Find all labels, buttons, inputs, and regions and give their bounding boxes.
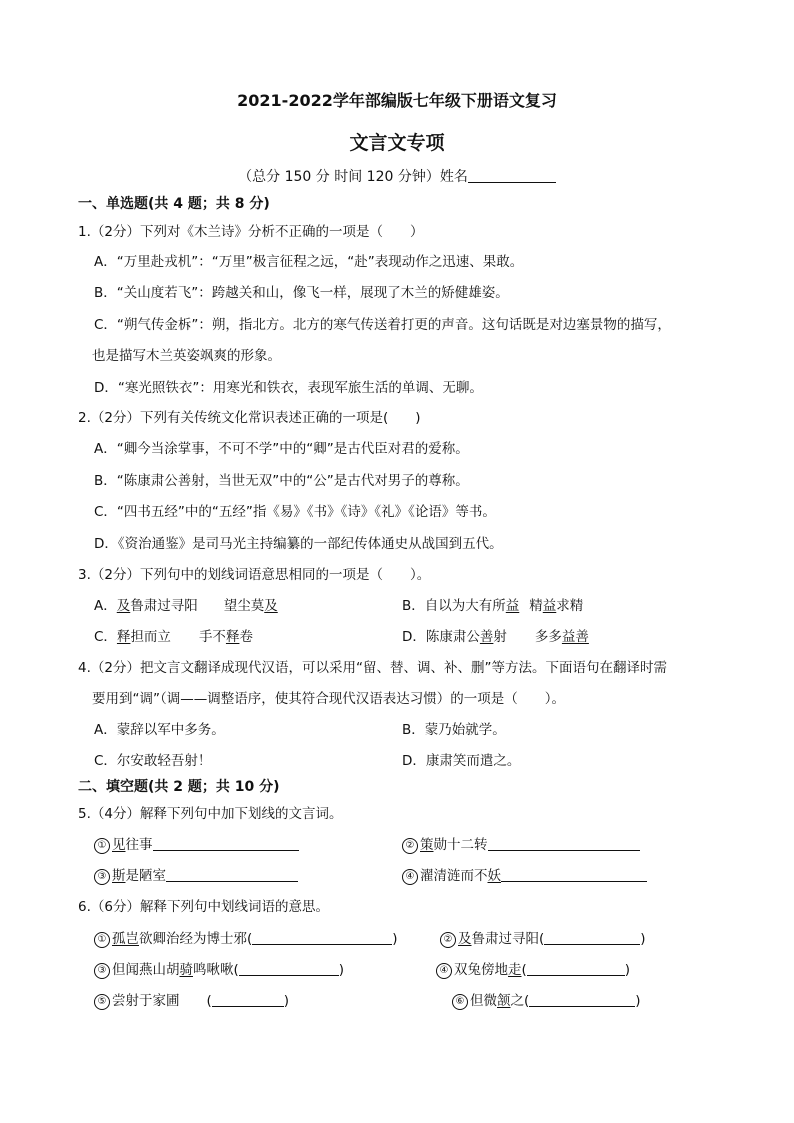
option-text: 射 xyxy=(493,629,507,645)
item-text: 鲁肃过寻阳( xyxy=(471,931,545,947)
underlined-word: 释 xyxy=(225,629,240,645)
item-text: 勋十二转 xyxy=(433,837,488,853)
question-3-option-a xyxy=(94,594,278,614)
question-5-item-1 xyxy=(94,833,299,854)
item-number: ① xyxy=(94,932,110,948)
question-1-option-c-cont: 也是描写木兰英姿飒爽的形象。 xyxy=(92,348,281,364)
question-2-option-a: A．“卿今当涂掌事，不可不学”中的“卿”是古代臣对君的爱称。 xyxy=(94,441,469,457)
question-4-option-b: B．蒙乃始就学。 xyxy=(402,722,506,738)
close-paren: ) xyxy=(640,931,646,947)
underlined-word: 及 xyxy=(264,598,278,614)
option-text: 多多 xyxy=(534,629,562,645)
question-6-item-4 xyxy=(436,958,630,979)
question-6-item-2 xyxy=(440,927,646,948)
underlined-word: 益善 xyxy=(561,629,589,645)
underlined-word: 斯 xyxy=(112,868,126,884)
question-6-item-3 xyxy=(94,958,344,979)
question-1-option-c: C．“朔气传金柝”：朔，指北方。北方的寒气传送着打更的声音。这句话既是对边塞景物的描写， xyxy=(94,317,671,333)
question-2-option-c: C．“四书五经”中的“五经”指《易》《书》《诗》《礼》《论语》等书。 xyxy=(94,504,496,520)
item-number: ① xyxy=(94,838,110,854)
underlined-word: 益 xyxy=(542,598,557,614)
option-text: 担而立 xyxy=(130,629,171,645)
question-3-option-d xyxy=(402,625,589,645)
question-6-item-5 xyxy=(94,989,289,1010)
underlined-word: 颔 xyxy=(497,993,511,1009)
question-2-option-b: B．“陈康肃公善射，当世无双”中的“公”是古代对男子的尊称。 xyxy=(94,473,469,489)
option-label: B． xyxy=(402,598,425,614)
question-3-option-c xyxy=(94,625,253,645)
option-label: C． xyxy=(94,629,117,645)
underlined-word: 释 xyxy=(116,629,131,645)
option-text: 求精 xyxy=(556,598,584,614)
item-number: ⑥ xyxy=(452,994,468,1010)
answer-blank[interactable] xyxy=(212,992,284,1007)
document-subtitle: 文言文专项 xyxy=(349,132,445,154)
answer-blank[interactable] xyxy=(544,930,640,945)
underlined-word: 骑 xyxy=(179,962,193,978)
item-number: ④ xyxy=(402,869,418,885)
close-paren: ) xyxy=(635,993,641,1009)
question-6-stem: 6.（6分）解释下列句中划线词语的意思。 xyxy=(78,899,329,915)
item-text: 往事 xyxy=(125,837,153,853)
close-paren: ) xyxy=(338,962,345,978)
question-5-item-4 xyxy=(402,864,647,885)
question-1-option-d: D．“寒光照铁衣”：用寒光和铁衣，表现军旅生活的单调、无聊。 xyxy=(94,380,483,396)
item-text: 濯清涟而不 xyxy=(420,868,488,884)
option-text: 望尘莫 xyxy=(223,598,265,614)
underlined-word: 善 xyxy=(479,629,494,645)
option-text: 陈康肃公 xyxy=(425,629,480,645)
item-number: ⑤ xyxy=(94,994,110,1010)
question-4-option-d: D．康肃笑而遣之。 xyxy=(402,753,521,769)
underlined-word: 岂 xyxy=(125,931,139,947)
question-1-option-a: A．“万里赴戎机”：“万里”极言征程之远，“赴”表现动作之迅速、果敢。 xyxy=(94,254,524,270)
item-text: 但闻燕山胡 xyxy=(112,962,180,978)
item-text: 是陋室 xyxy=(125,868,166,884)
question-3-option-b xyxy=(402,594,583,614)
item-text: 之( xyxy=(510,993,530,1009)
option-text: 手不 xyxy=(198,629,226,645)
underlined-word: 见 xyxy=(112,837,126,853)
item-number: ② xyxy=(440,932,456,948)
close-paren: ) xyxy=(283,993,290,1009)
option-text: 鲁肃过寻阳 xyxy=(130,598,198,614)
answer-blank[interactable] xyxy=(153,836,299,851)
question-5-item-2 xyxy=(402,833,640,854)
item-text: 鸣啾啾( xyxy=(193,962,239,978)
item-number: ③ xyxy=(94,963,110,979)
item-text: 双兔傍地 xyxy=(454,962,508,978)
question-6-item-1 xyxy=(94,927,398,948)
underlined-word: 妖 xyxy=(487,868,501,884)
option-text: 精 xyxy=(529,598,543,614)
option-label: D． xyxy=(402,629,426,645)
item-text: 尝射于家圃 ( xyxy=(112,993,212,1009)
question-2-stem: 2.（2分）下列有关传统文化常识表述正确的一项是( ) xyxy=(78,410,421,426)
option-text: 自以为大有所 xyxy=(424,598,506,614)
question-3-stem: 3.（2分）下列句中的划线词语意思相同的一项是（ ）。 xyxy=(78,567,431,583)
answer-blank[interactable] xyxy=(501,867,647,882)
answer-blank[interactable] xyxy=(252,930,392,945)
answer-blank[interactable] xyxy=(488,836,640,851)
answer-blank[interactable] xyxy=(239,961,339,976)
underlined-word: 策 xyxy=(420,837,434,853)
answer-blank[interactable] xyxy=(527,961,625,976)
item-number: ④ xyxy=(436,963,452,979)
section-2-heading: 二、填空题(共 2 题；共 10 分) xyxy=(78,779,280,795)
question-4-stem-cont: 要用到“调”（调——调整语序，使其符合现代汉语表达习惯）的一项是（ ）。 xyxy=(92,691,565,707)
question-5-item-3 xyxy=(94,864,298,885)
underlined-word: 益 xyxy=(505,598,520,614)
exam-info-text: （总分 150 分 时间 120 分钟）姓名 xyxy=(238,169,468,185)
item-text: ( xyxy=(521,962,527,978)
question-4-option-c: C．尔安敢轻吾射！ xyxy=(94,753,212,769)
question-2-option-d: D．《资治通鉴》是司马光主持编纂的一部纪传体通史从战国到五代。 xyxy=(94,536,503,552)
close-paren: ) xyxy=(624,962,631,978)
option-text: 卷 xyxy=(239,629,253,645)
question-4-option-a: A．蒙辞以军中多务。 xyxy=(94,722,225,738)
option-label: A． xyxy=(94,598,117,614)
close-paren: ) xyxy=(392,931,398,947)
item-text: 但微 xyxy=(470,993,497,1009)
underlined-word: 走 xyxy=(508,962,522,978)
question-5-stem: 5.（4分）解释下列句中加下划线的文言词。 xyxy=(78,806,343,822)
question-1-option-b: B．“关山度若飞”：跨越关和山，像飞一样，展现了木兰的矫健雄姿。 xyxy=(94,285,509,301)
exam-info xyxy=(0,166,794,186)
item-number: ③ xyxy=(94,869,110,885)
item-text: 欲卿治经为博士邪( xyxy=(139,931,253,947)
name-blank xyxy=(468,168,556,183)
underlined-word: 及 xyxy=(458,931,472,947)
item-number: ② xyxy=(402,838,418,854)
answer-blank[interactable] xyxy=(166,867,298,882)
document-title: 2021-2022学年部编版七年级下册语文复习 xyxy=(237,91,557,110)
underlined-word: 及 xyxy=(116,598,131,614)
question-6-item-6 xyxy=(452,989,641,1010)
question-1-stem: 1.（2分）下列对《木兰诗》分析不正确的一项是（ ） xyxy=(78,224,424,240)
answer-blank[interactable] xyxy=(529,992,635,1007)
item-text: 孤 xyxy=(112,931,126,947)
question-4-stem: 4.（2分）把文言文翻译成现代汉语，可以采用“留、替、调、补、删”等方法。下面语句在翻译时需 xyxy=(78,660,667,676)
section-1-heading: 一、单选题(共 4 题；共 8 分) xyxy=(78,196,270,212)
